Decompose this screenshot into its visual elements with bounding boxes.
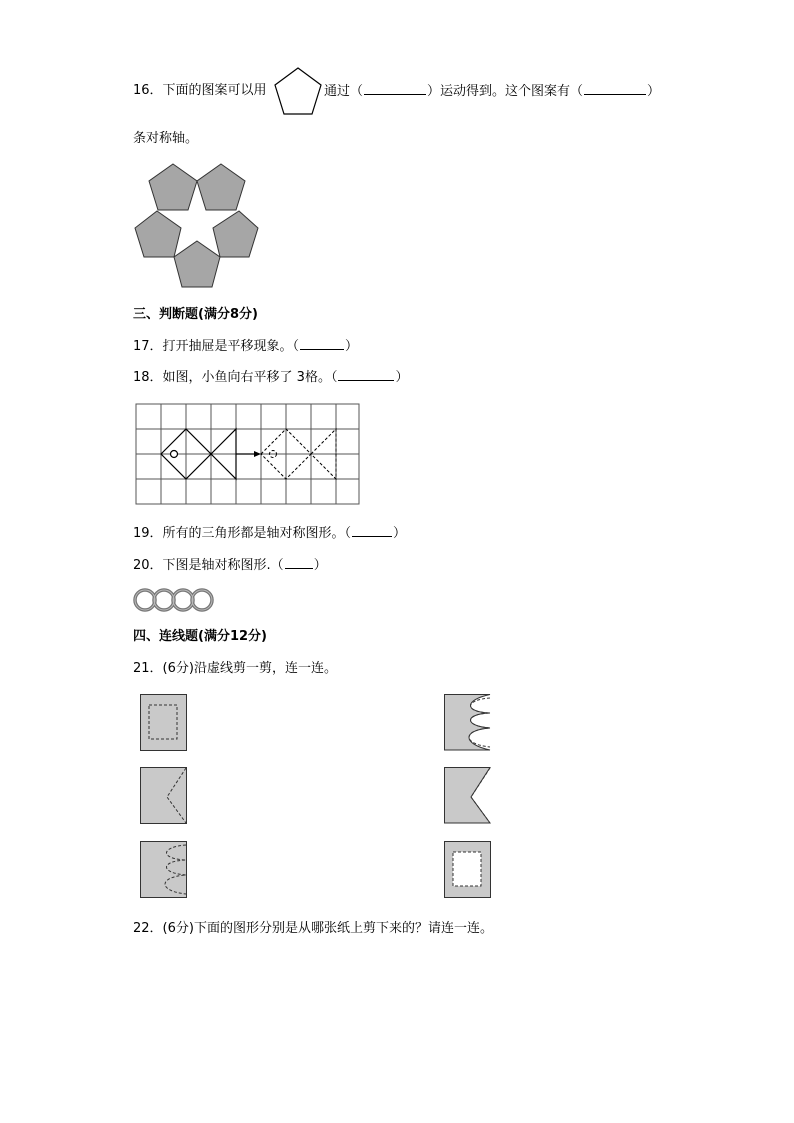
question-21: 21．(6分)沿虚线剪一剪，连一连。 [133,661,337,676]
q16-blank-1[interactable] [364,82,426,95]
pattern-pentagon [197,164,245,210]
q19-close: ） [393,526,407,541]
q20-blank[interactable] [285,556,313,569]
paper-rect-dashed[interactable] [140,694,188,752]
question-16-rest [324,82,660,101]
cut-zigzag-result[interactable] [444,767,492,825]
q16-blank-2[interactable] [584,82,646,95]
q17-blank[interactable] [300,337,344,350]
paper-zigzag-dashed[interactable] [140,767,188,825]
q19-blank[interactable] [352,524,392,537]
pattern-pentagon [174,241,220,287]
arrow-head-icon [254,451,261,457]
pattern-pentagon [149,164,197,210]
question-16-continuation: 条对称轴。 [133,131,199,146]
question-18 [133,368,408,387]
q18-text: 18．如图，小鱼向右平移了 3格。（ [133,370,338,385]
cut-rect-result[interactable] [444,841,492,899]
q18-blank[interactable] [338,368,394,381]
q16-close-mid: ）运动得到。这个图案有（ [427,84,584,99]
q17-text: 17．打开抽屉是平移现象。（ [133,339,300,354]
q20-text: 20．下图是轴对称图形.（ [133,558,284,573]
q20-close: ） [313,558,327,573]
four-rings-figure [132,586,216,614]
question-17 [133,337,358,356]
pentagon-icon [272,66,324,118]
paper-waves-dashed[interactable] [140,841,188,899]
fish-grid-figure [135,403,361,506]
pattern-pentagon [135,211,181,257]
pattern-pentagon [213,211,258,257]
section-3-title: 三、判断题(满分8分) [133,307,258,322]
question-19 [133,524,406,543]
q19-text: 19．所有的三角形都是轴对称图形。（ [133,526,352,541]
section-4-title: 四、连线题(满分12分) [133,629,267,644]
q16-prefix: 16．下面的图案可以用 [133,83,267,98]
q18-close: ） [395,370,409,385]
q17-close: ） [345,339,359,354]
pentagon-pattern-figure [130,160,265,292]
question-22: 22．(6分)下面的图形分别是从哪张纸上剪下来的？请连一连。 [133,921,493,936]
question-20 [133,556,327,575]
q16-middle: 通过（ [324,84,364,99]
question-16 [133,82,267,100]
q16-close-end: ） [647,84,661,99]
cut-waves-result[interactable] [444,694,492,752]
